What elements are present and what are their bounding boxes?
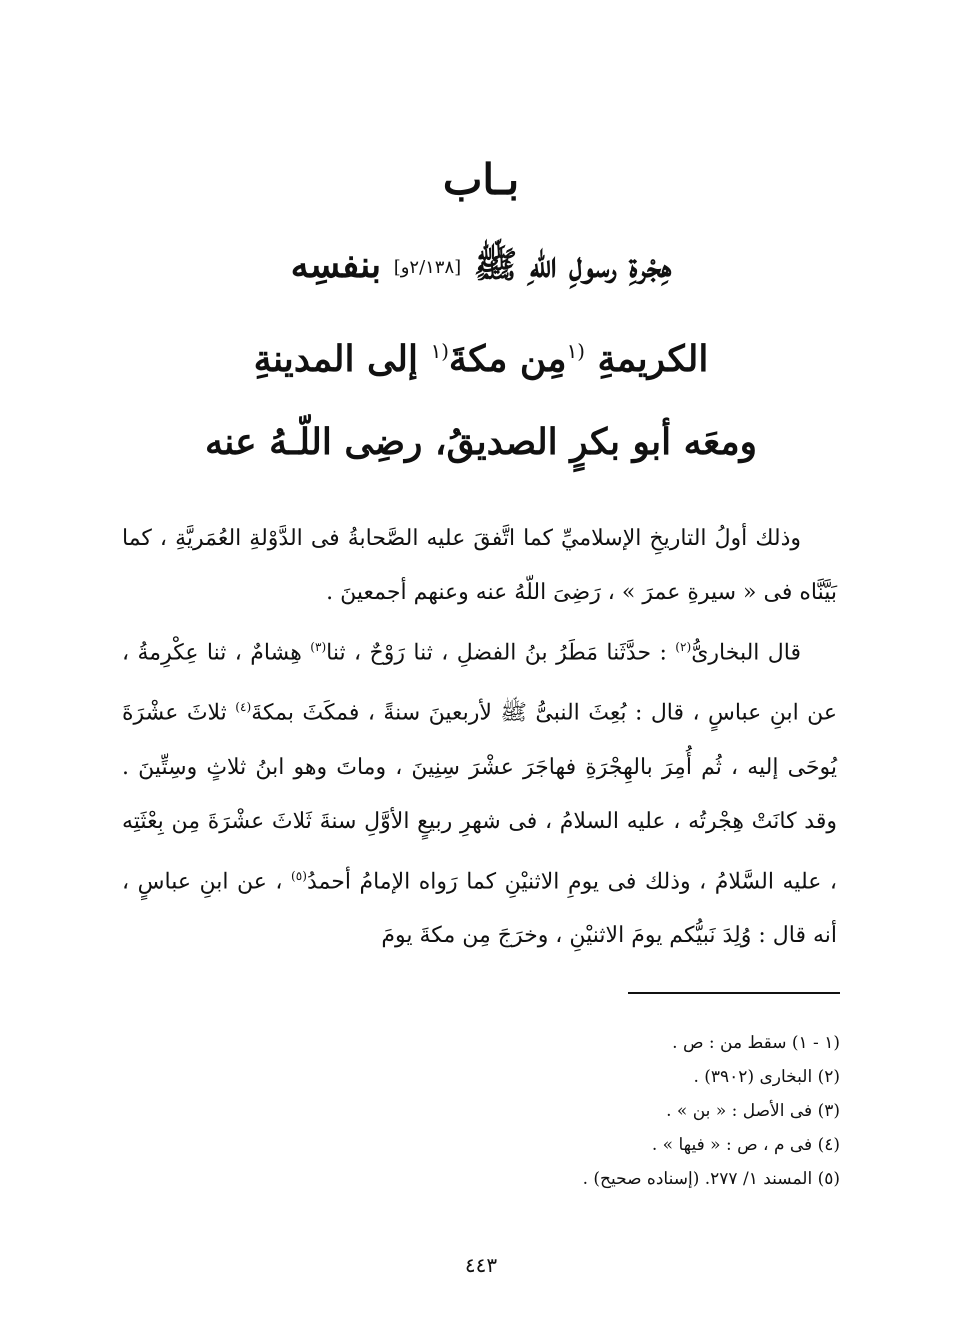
para2-text-d: ثلاثَ عشْرَةَ يُوحَى إليه ، ثُم أُمِرَ بالهِجْرَةِ فهاجَرَ عشْرَ سِنِينَ ، وماتَ وهو ابنُ ثلاثٍ وسِتِّينَ . وقد كانَتْ هِجْرتُه ، عليه السلامُ ، فى شهرِ ربيعٍ الأوَّلِ سنةَ ثَلاثَ عشْرَةَ مِن بِعْثَتِه ، عليه السَّلامُ ، وذلك فى يومِ الاثنيْنِ كما رَواه الإمامُ أحمدُ	[122, 700, 837, 894]
para2-text-a: قال البخارىُّ	[691, 640, 802, 666]
footnote-ref-4: (٤)	[235, 700, 252, 715]
title-line2-after: إلى المدينةِ	[253, 338, 419, 380]
footnote-4: (٤) فى م ، ص : « فيها » .	[651, 1135, 840, 1155]
footnote-1: (١ - ١) سقط من : ص .	[672, 1033, 840, 1053]
title-line2-before: الكريمةِ	[597, 338, 709, 380]
paragraph-2	[122, 620, 837, 963]
para2-text-e: ، عن ابنِ عباسٍ ، أنه قال : وُلِدَ نَبيُّكم يومَ الاثنيْنِ ، وخرَجَ مِن مكةَ يومَ	[122, 868, 837, 948]
footnote-ref-2: (٢)	[675, 640, 692, 654]
footnote-5: (٥) المسند ١/ ٢٧٧. (إسناده صحيح) .	[582, 1169, 840, 1189]
footnote-marker-close: (١	[430, 340, 449, 363]
footnote-marker-open: (١	[566, 340, 585, 363]
paragraph-1: وذلك أولُ التاريخِ الإسلاميِّ كما اتَّفقَ عليه الصَّحابةُ فى الدَّوْلةِ العُمَريَّةِ ، كما بَيَّنَّاه فى « سيرةِ عمرَ » ، رَضِىَ اللّهُ عنه وعنهم أجمعينَ .	[122, 526, 837, 605]
footnote-2: (٢) البخارى (٣٩٠٢) .	[693, 1067, 840, 1087]
chapter-title-line-1	[0, 235, 962, 298]
main-text	[122, 512, 837, 963]
page-number: ٤٤٣	[464, 1253, 498, 1277]
footnotes-list	[340, 1026, 840, 1196]
footnote-divider	[628, 992, 840, 994]
footnote-ref-3: (٣)	[310, 640, 327, 654]
chapter-word: بـاب	[442, 155, 520, 204]
para2-text-c: هِشامٌ ، ثنا عِكْرِمةُ ، عن ابنِ عباسٍ ، قال : بُعِثَ النبىُّ ﷺ لأربعينَ سنةً ، فمكَثَ بمكةَ	[122, 640, 838, 726]
title-line2-middle: مِن مكةَ	[448, 338, 567, 380]
chapter-title-line-2	[0, 322, 962, 389]
manuscript-folio-ref: [٢/١٣٨و]	[393, 257, 462, 278]
footnote-3: (٣) فى الأصل : « بن » .	[666, 1101, 840, 1121]
chapter-title-line-3: ومعَه أبو بكرٍ الصديقُ، رضِى اللّـهُ عنه	[204, 421, 757, 463]
para2-text-b: : حدَّثَنا مَطَرُ بنُ الفضلِ ، ثنا رَوْحٌ ، ثنا	[326, 640, 667, 666]
title-line1-after: بنفسِه	[290, 244, 382, 286]
title-line1-before: هِجْرةِ رسولِ اللّهِ ﷺ	[473, 244, 672, 286]
footnote-ref-5: (٥)	[291, 868, 307, 883]
